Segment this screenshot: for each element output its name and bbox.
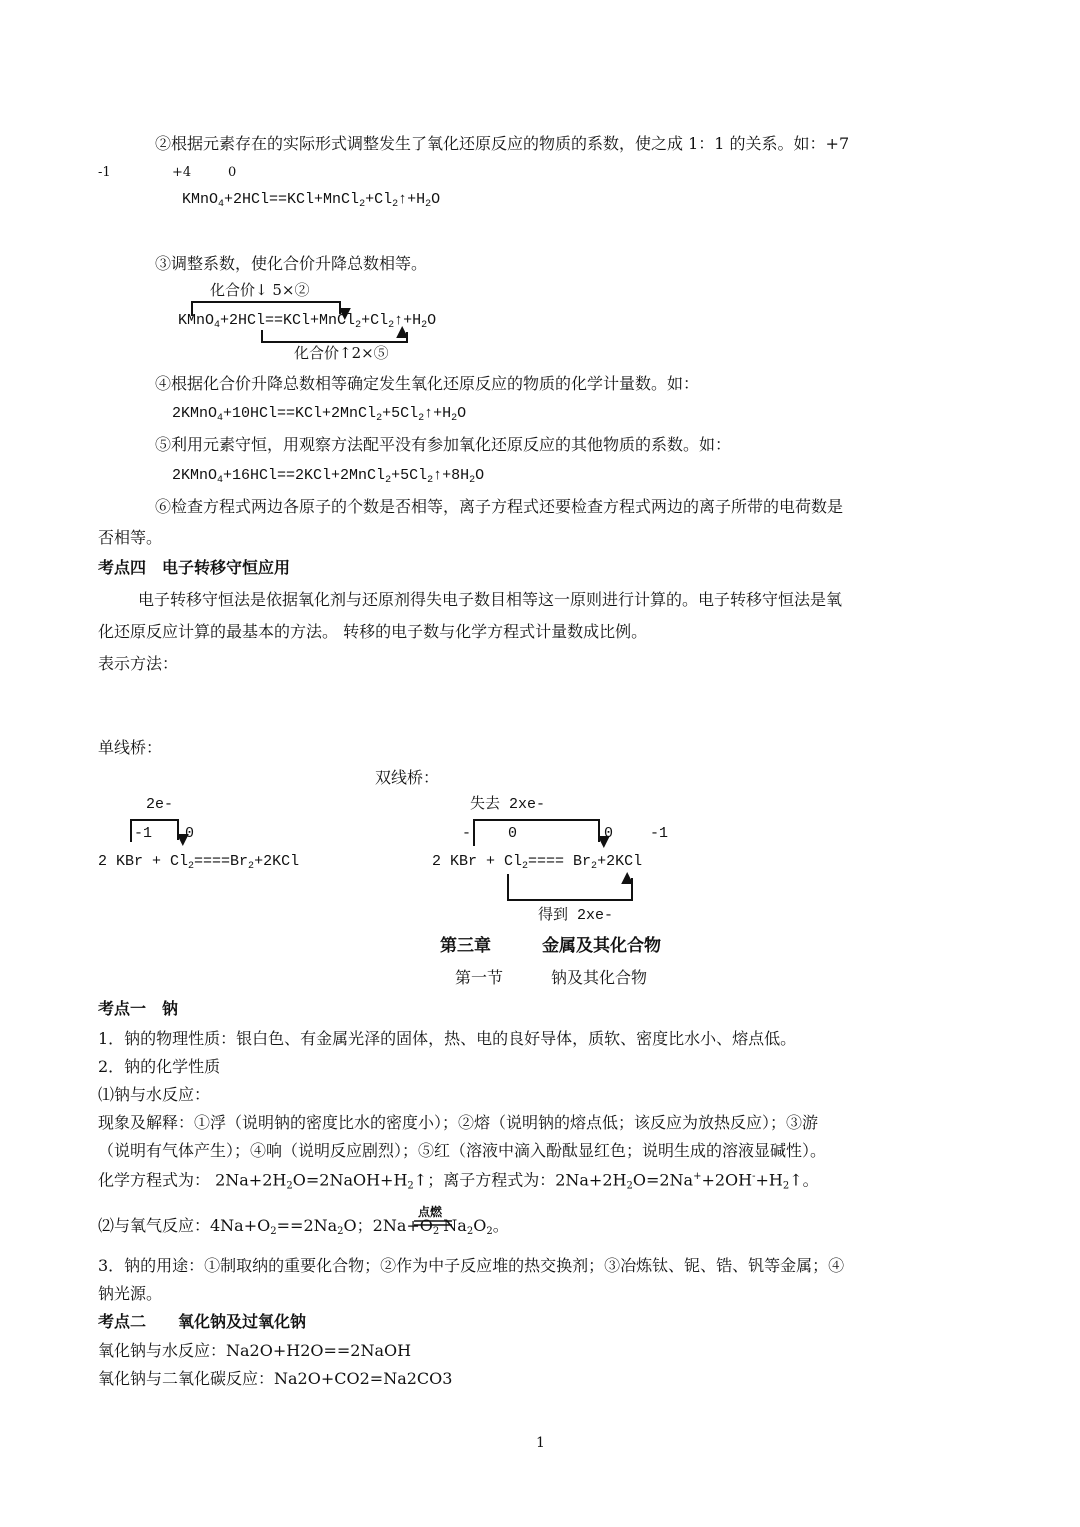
double-bridge-lose: 失去 2xe- bbox=[470, 796, 546, 813]
kd1-line9: 钠光源。 bbox=[98, 1284, 163, 1303]
single-bridge-electrons: 2e- bbox=[146, 796, 174, 813]
double-bridge-equation: 2 KBr + $Cl_2==== Br_2+2KCl$ bbox=[432, 853, 643, 872]
kd2-line2: 氧化钠与二氧化碳反应：Na2O+CO2=Na2CO3 bbox=[98, 1369, 453, 1388]
double-ox-1: - bbox=[462, 825, 472, 842]
equation-3: $KMnO_4+2HCl==KCl+MnCl_2+Cl_2↑+H_2O$ bbox=[178, 312, 437, 331]
double-ox-4: -1 bbox=[650, 825, 669, 842]
para-5-text: ⑤利用元素守恒，用观察方法配平没有参加氧化还原反应的其他物质的系数。如： bbox=[155, 435, 732, 454]
ox-state-neg1: -1 bbox=[98, 165, 111, 180]
ox-state-zero: 0 bbox=[228, 165, 237, 180]
section-title-kd2: 考点二 氧化钠及过氧化钠 bbox=[98, 1312, 307, 1331]
double-bridge-label: 双线桥： bbox=[375, 768, 440, 787]
single-ox-right: 0 bbox=[185, 825, 195, 842]
single-bridge-label: 单线桥： bbox=[98, 738, 163, 757]
chapter-title: 第三章 金属及其化合物 bbox=[440, 936, 661, 956]
para-6-line2: 否相等。 bbox=[98, 528, 163, 547]
single-bridge-equation: 2 KBr + $Cl_2====Br_2+2KCl$ bbox=[98, 853, 300, 872]
kd1-line7-oxygen: ⑵与氧气反应：$4Na+O_2==2Na_2O$；$2Na+O_2$ $Na_2O_2$。 bbox=[98, 1216, 509, 1237]
kd1-line2: 2．钠的化学性质 bbox=[98, 1057, 221, 1076]
ignite-condition: 点燃 bbox=[418, 1205, 443, 1219]
para-2-text: ②根据元素存在的实际形式调整发生了氧化还原反应的物质的系数，使之成 1：1 的关系。如：+7 bbox=[155, 134, 850, 153]
double-bridge-top-arrow bbox=[474, 820, 599, 846]
valence-up-bridge bbox=[262, 330, 407, 342]
kd1-line6-equations: 化学方程式为： $2Na+2H_2O=2NaOH+H_2↑$；离子方程式为：$2Na+2H_2O=2Na^++2OH^-+H_2↑$。 bbox=[98, 1170, 819, 1192]
section-title-kd1: 考点一 钠 bbox=[98, 999, 179, 1018]
para-4-text: ④根据化合价升降总数相等确定发生氧化还原反应的物质的化学计量数。如： bbox=[155, 374, 700, 393]
section-title-kd4: 考点四 电子转移守恒应用 bbox=[98, 558, 291, 577]
double-bridge-bottom-arrow bbox=[508, 874, 632, 900]
page-number: 1 bbox=[536, 1435, 545, 1451]
valence-down-bridge bbox=[192, 302, 340, 316]
kd4-line2: 化还原反应计算的最基本的方法。 转移的电子数与化学方程式计量数成比例。 bbox=[98, 622, 648, 641]
double-ox-3: 0 bbox=[604, 825, 614, 842]
section-subtitle: 第一节 钠及其化合物 bbox=[455, 968, 648, 987]
para-6-line1: ⑥检查方程式两边各原子的个数是否相等，离子方程式还要检查方程式两边的离子所带的电荷数是 bbox=[155, 497, 844, 516]
kd4-line3: 表示方法： bbox=[98, 654, 179, 673]
equation-4: $2KMnO_4+10HCl==KCl+2MnCl_2+5Cl_2↑+H_2O$ bbox=[172, 405, 467, 424]
kd1-line8: 3．钠的用途：①制取纳的重要化合物；②作为中子反应堆的热交换剂；③冶炼钛、铌、锆、钒等金属；④ bbox=[98, 1256, 845, 1275]
label-valence-up: 化合价↑2×⑤ bbox=[294, 344, 389, 362]
kd2-line1: 氧化钠与水反应：Na2O+H2O==2NaOH bbox=[98, 1341, 412, 1360]
kd1-line3: ⑴钠与水反应： bbox=[98, 1085, 211, 1104]
label-valence-down: 化合价↓ 5×② bbox=[210, 281, 310, 299]
kd1-line4: 现象及解释：①浮（说明钠的密度比水的密度小）；②熔（说明钠的熔点低；该反应为放热反应）；③游 bbox=[98, 1113, 819, 1132]
double-bridge-gain: 得到 2xe- bbox=[538, 907, 614, 924]
para-3-text: ③调整系数，使化合价升降总数相等。 bbox=[155, 254, 428, 273]
kd1-line5: （说明有气体产生）；④响（说明反应剧烈）；⑤红（溶液中滴入酚酞显红色；说明生成的溶液显碱性）。 bbox=[98, 1141, 827, 1160]
equation-5: $2KMnO_4+16HCl==2KCl+2MnCl_2+5Cl_2↑+8H_2O$ bbox=[172, 467, 485, 486]
kd4-line1: 电子转移守恒法是依据氧化剂与还原剂得失电子数目相等这一原则进行计算的。电子转移守恒法是氧 bbox=[138, 590, 843, 609]
double-ox-2: 0 bbox=[508, 825, 518, 842]
single-bridge-arrow bbox=[131, 820, 178, 842]
ox-state-plus4: +4 bbox=[172, 165, 192, 180]
kd1-line1: 1．钠的物理性质：银白色、有金属光泽的固体，热、电的良好导体，质软、密度比水小、熔点低。 bbox=[98, 1029, 797, 1048]
single-ox-left: -1 bbox=[134, 825, 153, 842]
equation-2: $KMnO_4+2HCl==KCl+MnCl_2+Cl_2↑+H_2O$ bbox=[182, 191, 441, 210]
